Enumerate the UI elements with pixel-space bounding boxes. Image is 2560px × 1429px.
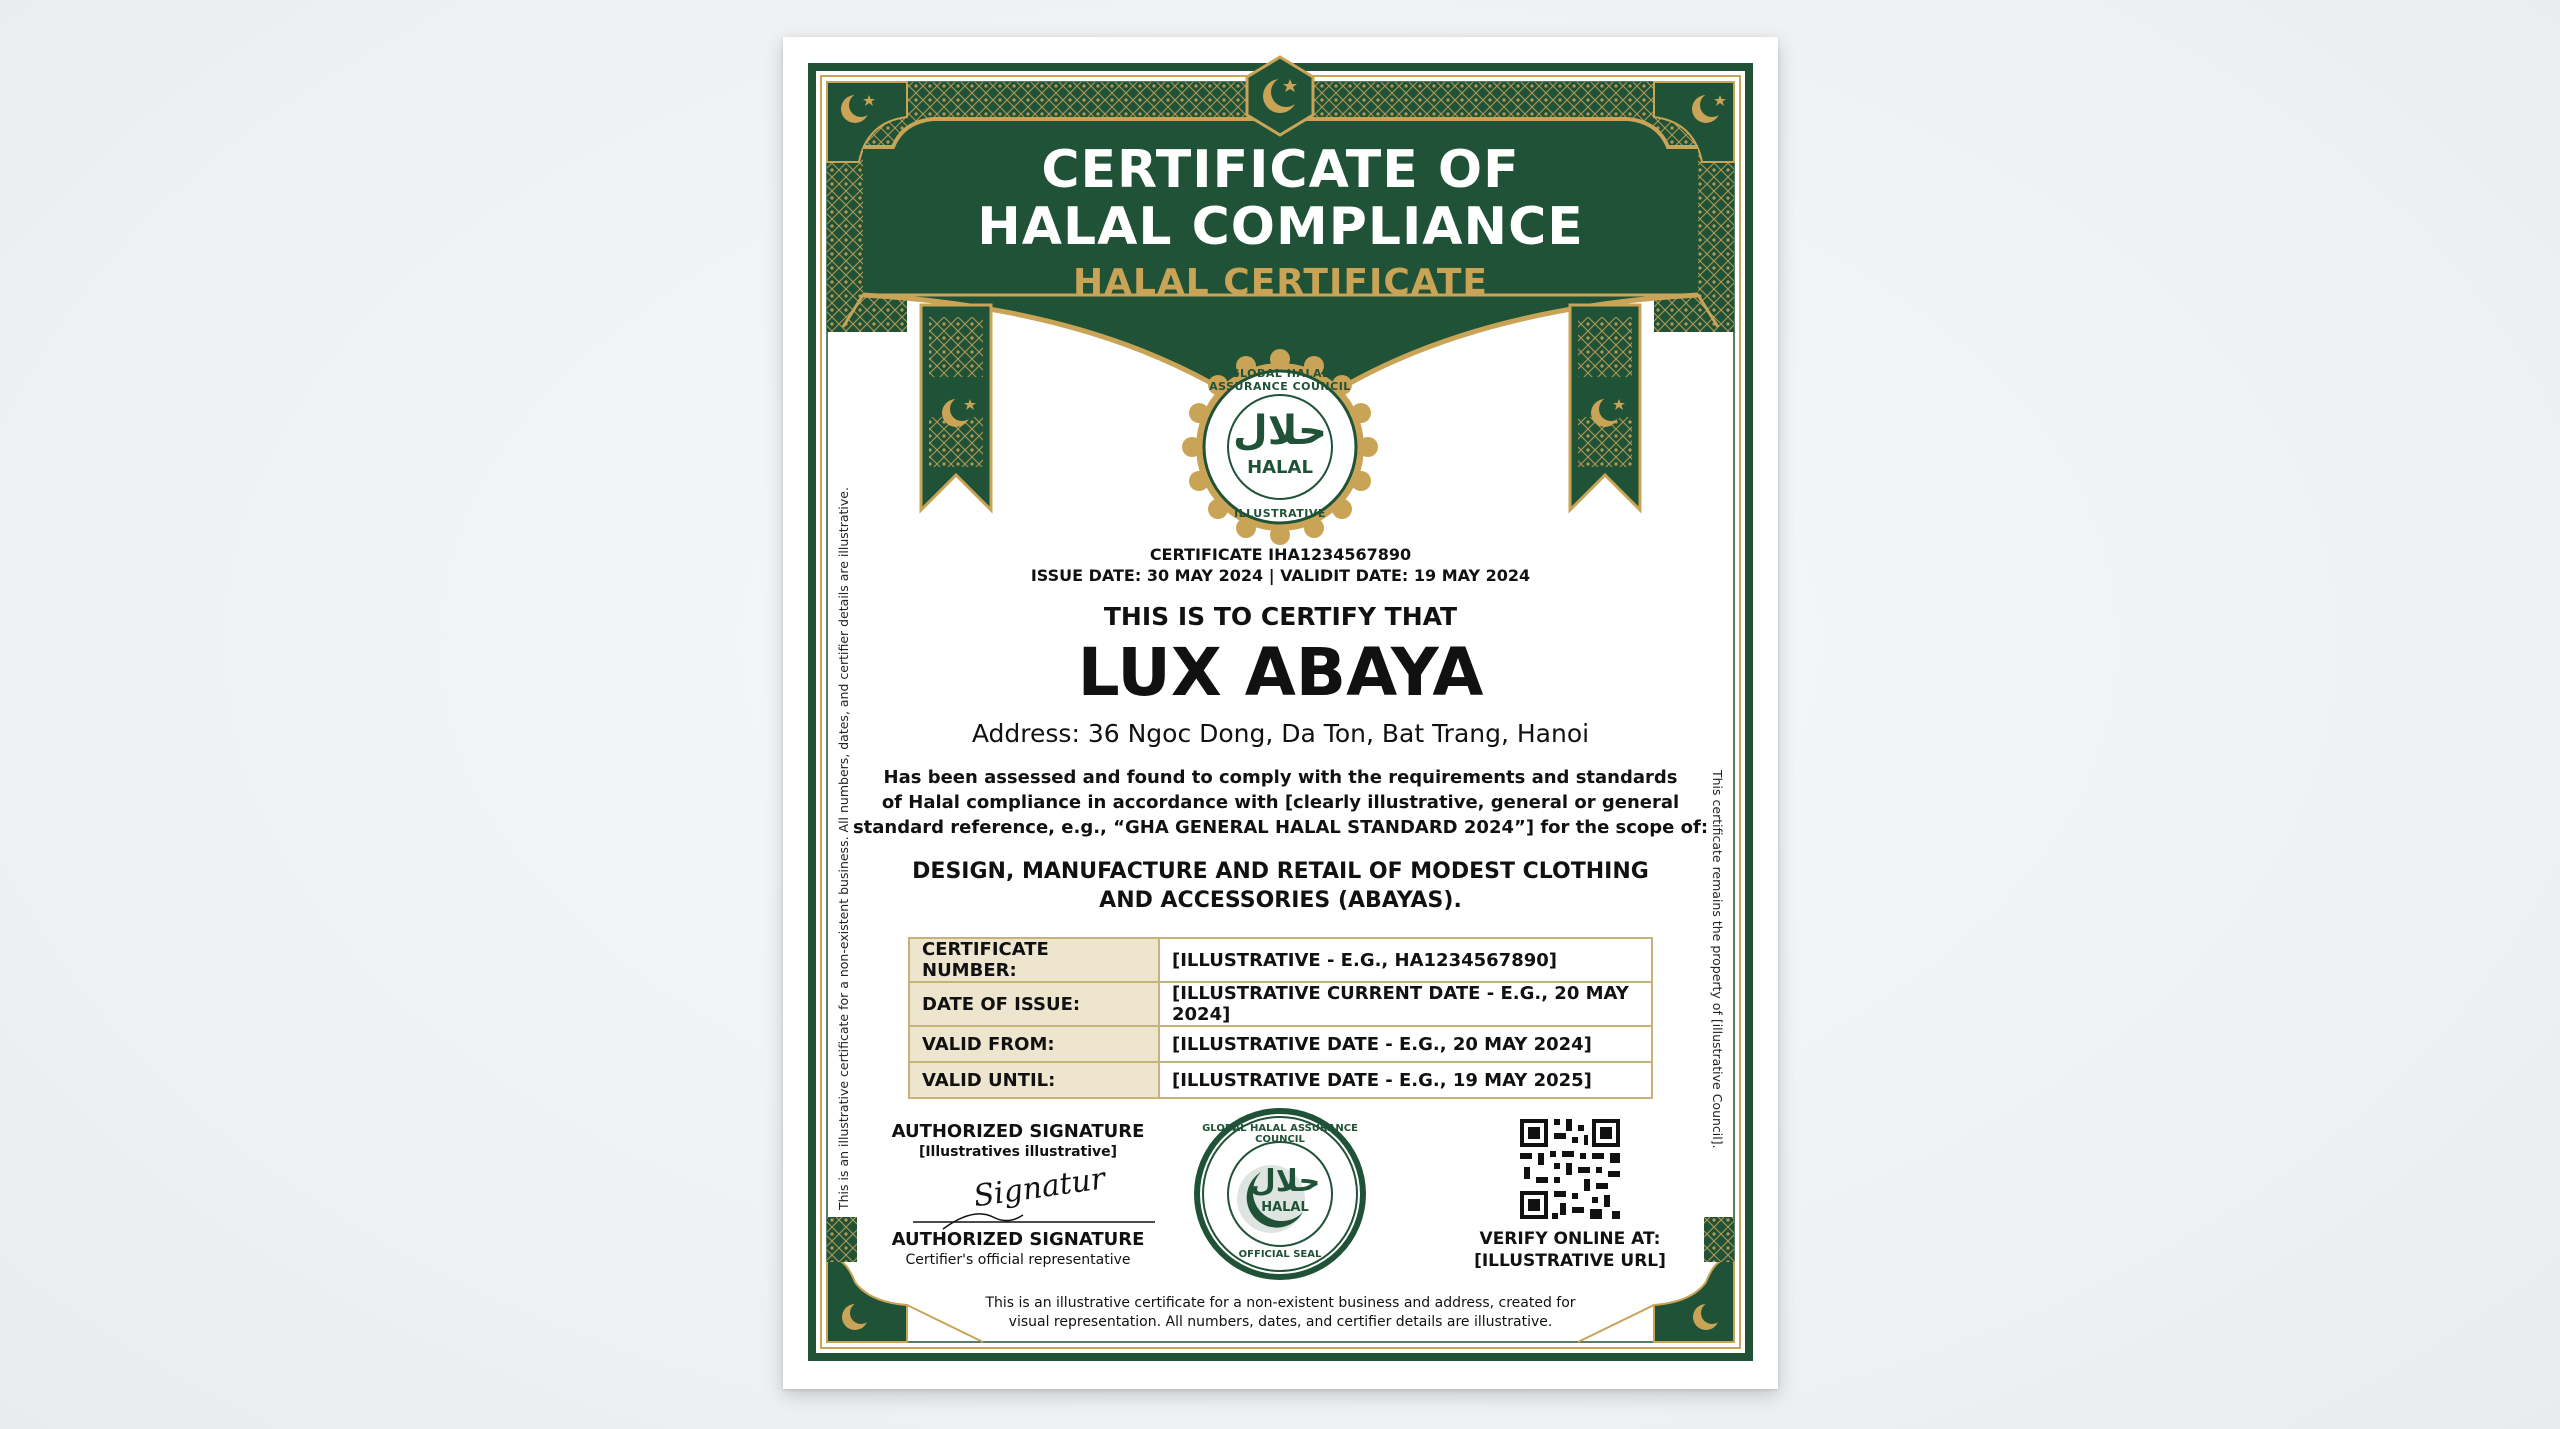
title-line-2: HALAL COMPLIANCE xyxy=(977,197,1584,257)
scope-line: AND ACCESSORIES (ABAYAS). xyxy=(1099,888,1462,913)
left-side-disclaimer: This is an illustrative certificate for a non-existent business. All numbers, dates, and certifier details are illustrative. xyxy=(836,487,851,1210)
table-row xyxy=(909,982,1652,1026)
detail-label: DATE OF ISSUE: xyxy=(909,982,1159,1026)
verify-line-1: VERIFY ONLINE AT: xyxy=(1479,1229,1661,1249)
details-table xyxy=(908,937,1653,1099)
detail-label: VALID UNTIL: xyxy=(909,1062,1159,1098)
company-address: Address: 36 Ngoc Dong, Da Ton, Bat Trang, Hanoi xyxy=(971,719,1590,748)
signature-role: Certifier's official representative xyxy=(905,1252,1131,1268)
body-line: standard reference, e.g., “GHA GENERAL HALAL STANDARD 2024”] for the scope of: xyxy=(852,817,1709,838)
official-seal-bottom-text: OFFICIAL SEAL xyxy=(1238,1249,1322,1260)
company-name: LUX ABAYA xyxy=(1077,634,1484,711)
top-seal-bottom-text: ILLUSTRATIVE xyxy=(1234,507,1326,520)
official-seal-arabic: حلال xyxy=(1249,1164,1321,1199)
scope-line: DESIGN, MANUFACTURE AND RETAIL OF MODEST CLOTHING xyxy=(912,859,1649,884)
top-seal xyxy=(1203,367,1357,393)
scope-text xyxy=(783,857,1778,915)
top-seal-ring-text: GLOBAL HALAL ASSURANCE COUNCIL xyxy=(1209,367,1351,393)
qr-code-graphic xyxy=(1518,1117,1622,1221)
official-seal-label: HALAL xyxy=(1261,1200,1309,1215)
footer-line: This is an illustrative certificate for a non-existent business and address, created for xyxy=(985,1295,1576,1311)
detail-value: [ILLUSTRATIVE DATE - E.G., 20 MAY 2024] xyxy=(1159,1026,1652,1062)
signature-label: AUTHORIZED SIGNATURE xyxy=(891,1229,1145,1250)
detail-value: [ILLUSTRATIVE CURRENT DATE - E.G., 20 MAY 2024] xyxy=(1159,982,1652,1026)
official-seal-ring-text: GLOBAL HALAL ASSURANCE COUNCIL xyxy=(1202,1123,1358,1145)
detail-label: CERTIFICATE NUMBER: xyxy=(909,938,1159,982)
top-seal-label: HALAL xyxy=(1247,457,1313,478)
top-seal-arabic: حلال xyxy=(1233,408,1327,454)
detail-value: [ILLUSTRATIVE DATE - E.G., 19 MAY 2025] xyxy=(1159,1062,1652,1098)
signature-script: Signatur xyxy=(971,1161,1108,1215)
detail-label: VALID FROM: xyxy=(909,1026,1159,1062)
body-line: Has been assessed and found to comply with the requirements and standards xyxy=(883,767,1678,788)
footer-line: visual representation. All numbers, dates, and certifier details are illustrative. xyxy=(1008,1314,1553,1330)
title-line-1: CERTIFICATE OF xyxy=(1041,140,1520,200)
certificate-page xyxy=(783,37,1778,1389)
dates-line: ISSUE DATE: 30 MAY 2024 | VALIDIT DATE: 19 MAY 2024 xyxy=(1030,566,1531,585)
right-side-note: This certificate remains the property of [illustrative Council]. xyxy=(1710,770,1725,1149)
table-row xyxy=(909,1062,1652,1098)
subtitle: HALAL CERTIFICATE xyxy=(1073,262,1488,303)
body-line: of Halal compliance in accordance with [clearly illustrative, general or general xyxy=(881,792,1680,813)
signature-heading: AUTHORIZED SIGNATURE xyxy=(891,1121,1145,1142)
certify-heading: THIS IS TO CERTIFY THAT xyxy=(1103,602,1458,631)
signature-sub: [Illustratives illustrative] xyxy=(918,1144,1118,1160)
verify-url[interactable]: [ILLUSTRATIVE URL] xyxy=(1474,1251,1666,1271)
certificate-number-line: CERTIFICATE IHA1234567890 xyxy=(1149,545,1412,564)
footer-disclaimer xyxy=(783,1294,1778,1332)
table-row xyxy=(909,1026,1652,1062)
table-row xyxy=(909,938,1652,982)
detail-value: [ILLUSTRATIVE - E.G., HA1234567890] xyxy=(1159,938,1652,982)
body-paragraph xyxy=(783,765,1778,840)
